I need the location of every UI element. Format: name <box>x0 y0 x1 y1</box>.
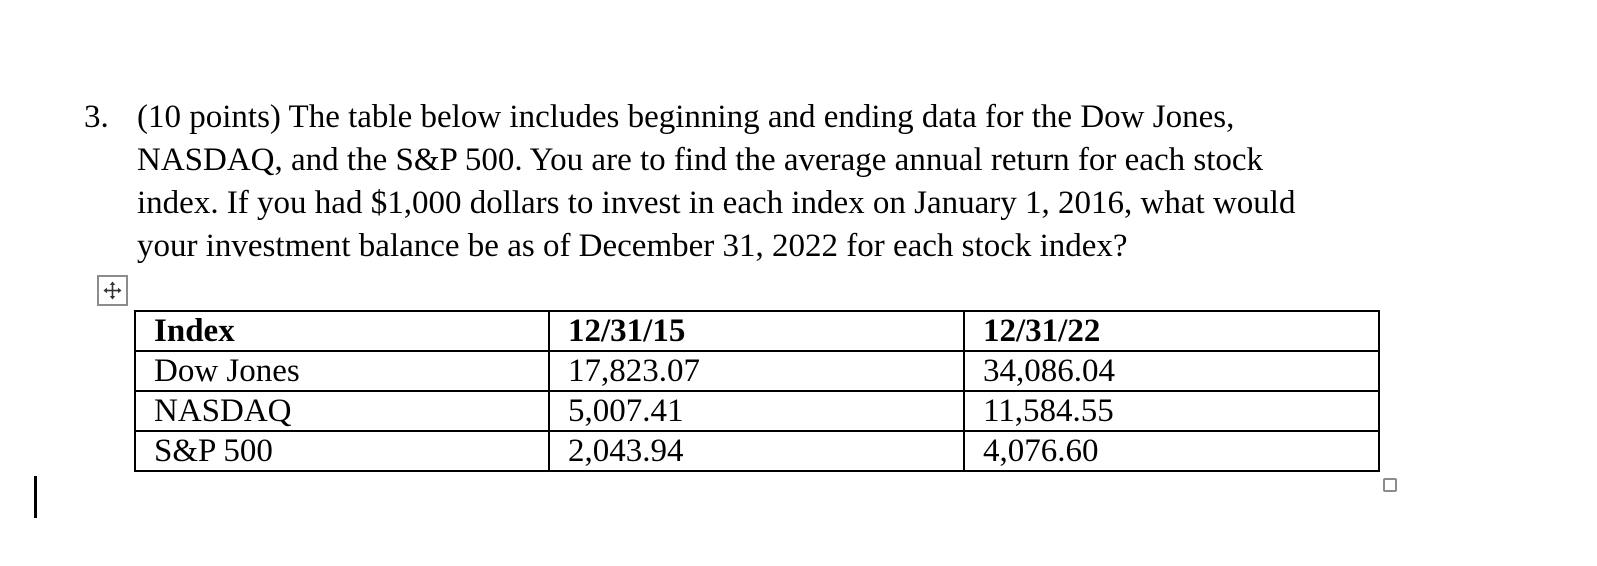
cell-index-name[interactable]: S&P 500 <box>135 431 549 471</box>
question-number: 3. <box>84 99 109 135</box>
cell-end-value[interactable]: 11,584.55 <box>964 391 1379 431</box>
question-line: NASDAQ, and the S&P 500. You are to find the average annual return for each stock <box>137 142 1264 178</box>
header-start-date[interactable]: 12/31/15 <box>549 311 964 351</box>
question-line: (10 points) The table below includes beginning and ending data for the Dow Jones, <box>137 99 1235 135</box>
table-resize-icon[interactable] <box>1383 478 1397 492</box>
table-move-handle[interactable] <box>97 275 128 306</box>
question-text <box>137 96 1377 268</box>
cell-end-value[interactable]: 4,076.60 <box>964 431 1379 471</box>
index-data-table <box>134 310 1380 472</box>
cell-start-value[interactable]: 5,007.41 <box>549 391 964 431</box>
question-line: index. If you had $1,000 dollars to invest in each index on January 1, 2016, what would <box>137 185 1296 221</box>
table-header-row <box>135 311 1379 351</box>
text-cursor <box>34 476 37 518</box>
cell-start-value[interactable]: 2,043.94 <box>549 431 964 471</box>
cell-index-name[interactable]: Dow Jones <box>135 351 549 391</box>
move-arrows-icon <box>103 281 122 300</box>
header-end-date[interactable]: 12/31/22 <box>964 311 1379 351</box>
question-line: your investment balance be as of December 31, 2022 for each stock index? <box>137 228 1128 264</box>
table-row <box>135 391 1379 431</box>
table-row <box>135 351 1379 391</box>
cell-end-value[interactable]: 34,086.04 <box>964 351 1379 391</box>
table-row <box>135 431 1379 471</box>
cell-index-name[interactable]: NASDAQ <box>135 391 549 431</box>
header-index[interactable]: Index <box>135 311 549 351</box>
cell-start-value[interactable]: 17,823.07 <box>549 351 964 391</box>
